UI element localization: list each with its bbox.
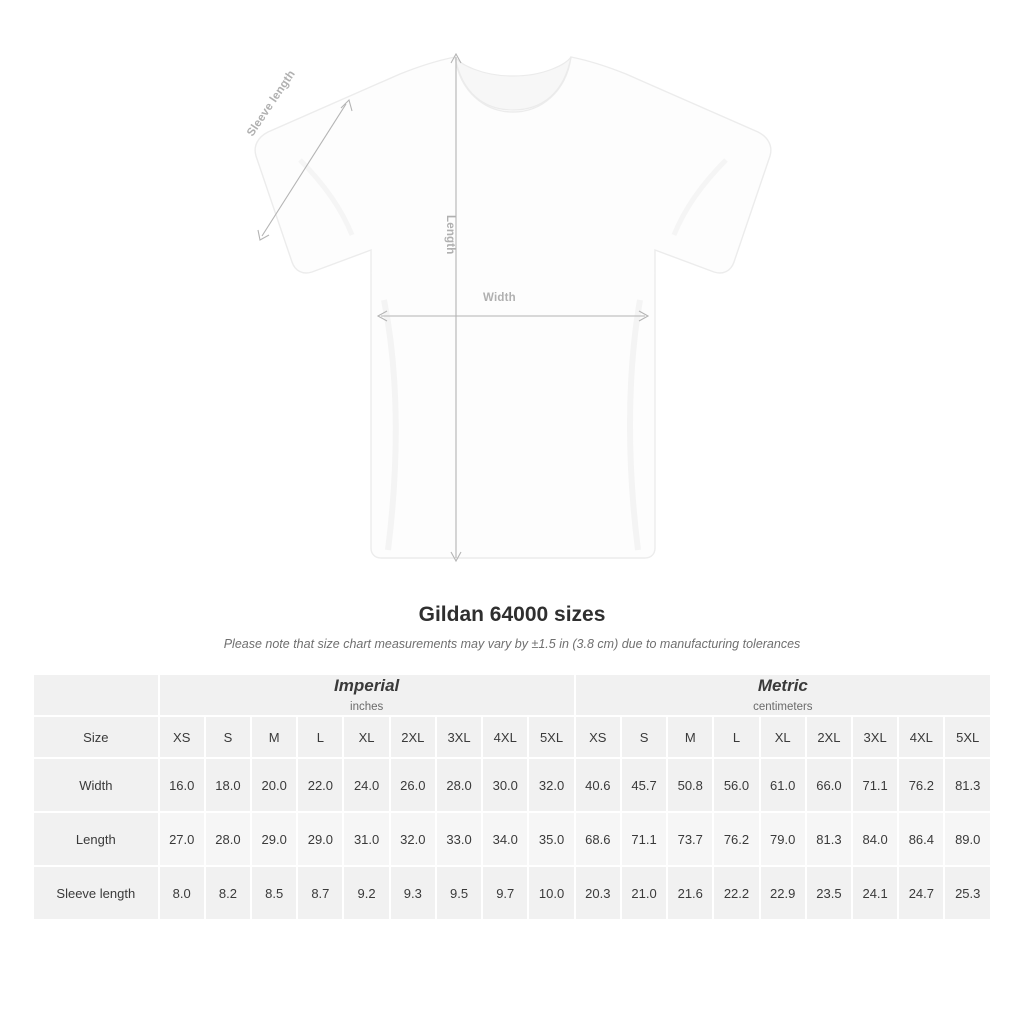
size-header-imperial-l: L xyxy=(297,716,343,758)
size-header-metric-4xl: 4XL xyxy=(898,716,944,758)
cell-length-imperial-4xl: 34.0 xyxy=(482,812,528,866)
size-header-metric-5xl: 5XL xyxy=(944,716,991,758)
size-header-metric-l: L xyxy=(713,716,759,758)
size-header-imperial-xl: XL xyxy=(343,716,389,758)
cell-length-imperial-m: 29.0 xyxy=(251,812,297,866)
unit-sub-imperial: inches xyxy=(350,700,384,713)
cell-width-imperial-2xl: 26.0 xyxy=(390,758,436,812)
size-header-imperial-m: M xyxy=(251,716,297,758)
cell-sleeve-metric-l: 22.2 xyxy=(713,866,759,920)
size-header-imperial-s: S xyxy=(205,716,251,758)
cell-width-imperial-xs: 16.0 xyxy=(159,758,205,812)
cell-length-metric-4xl: 86.4 xyxy=(898,812,944,866)
cell-width-metric-m: 50.8 xyxy=(667,758,713,812)
cell-sleeve-metric-2xl: 23.5 xyxy=(806,866,852,920)
tolerance-note: Please note that size chart measurements may vary by ±1.5 in (3.8 cm) due to manufacturing tolerances xyxy=(223,637,801,651)
unit-sub-metric: centimeters xyxy=(753,700,813,713)
cell-sleeve-metric-xl: 22.9 xyxy=(760,866,806,920)
cell-width-metric-5xl: 81.3 xyxy=(944,758,991,812)
cell-width-metric-4xl: 76.2 xyxy=(898,758,944,812)
cell-length-imperial-xl: 31.0 xyxy=(343,812,389,866)
size-header-imperial-4xl: 4XL xyxy=(482,716,528,758)
length-label: Length xyxy=(444,215,456,255)
cell-length-metric-l: 76.2 xyxy=(713,812,759,866)
size-table-container xyxy=(32,673,992,921)
cell-sleeve-metric-3xl: 24.1 xyxy=(852,866,898,920)
size-header-imperial-5xl: 5XL xyxy=(528,716,574,758)
cell-length-metric-2xl: 81.3 xyxy=(806,812,852,866)
row-label-sleeve-length: Sleeve length xyxy=(33,866,159,920)
cell-sleeve-imperial-2xl: 9.3 xyxy=(390,866,436,920)
row-label-length: Length xyxy=(33,812,159,866)
size-header-metric-xs: XS xyxy=(575,716,621,758)
cell-width-metric-l: 56.0 xyxy=(713,758,759,812)
unit-name-imperial: Imperial xyxy=(334,676,400,696)
cell-width-imperial-l: 22.0 xyxy=(297,758,343,812)
cell-length-metric-3xl: 84.0 xyxy=(852,812,898,866)
cell-width-metric-3xl: 71.1 xyxy=(852,758,898,812)
cell-length-imperial-xs: 27.0 xyxy=(159,812,205,866)
cell-sleeve-imperial-3xl: 9.5 xyxy=(436,866,482,920)
size-header-label: Size xyxy=(33,716,159,758)
title-block xyxy=(0,603,1024,651)
size-header-metric-m: M xyxy=(667,716,713,758)
cell-length-imperial-s: 28.0 xyxy=(205,812,251,866)
cell-length-imperial-l: 29.0 xyxy=(297,812,343,866)
cell-sleeve-imperial-s: 8.2 xyxy=(205,866,251,920)
cell-width-imperial-m: 20.0 xyxy=(251,758,297,812)
cell-width-metric-2xl: 66.0 xyxy=(806,758,852,812)
size-header-row xyxy=(33,716,991,758)
cell-length-metric-xl: 79.0 xyxy=(760,812,806,866)
cell-sleeve-metric-xs: 20.3 xyxy=(575,866,621,920)
table-row xyxy=(33,758,991,812)
unit-header-imperial xyxy=(159,674,575,716)
cell-sleeve-imperial-m: 8.5 xyxy=(251,866,297,920)
cell-sleeve-metric-4xl: 24.7 xyxy=(898,866,944,920)
cell-width-metric-s: 45.7 xyxy=(621,758,667,812)
cell-length-imperial-2xl: 32.0 xyxy=(390,812,436,866)
size-header-metric-s: S xyxy=(621,716,667,758)
unit-header-metric xyxy=(575,674,991,716)
cell-length-metric-s: 71.1 xyxy=(621,812,667,866)
cell-width-metric-xs: 40.6 xyxy=(575,758,621,812)
cell-width-imperial-s: 18.0 xyxy=(205,758,251,812)
cell-width-imperial-3xl: 28.0 xyxy=(436,758,482,812)
size-header-imperial-3xl: 3XL xyxy=(436,716,482,758)
cell-length-metric-5xl: 89.0 xyxy=(944,812,991,866)
cell-sleeve-imperial-4xl: 9.7 xyxy=(482,866,528,920)
table-row xyxy=(33,866,991,920)
tshirt-shape xyxy=(255,57,771,558)
width-label: Width xyxy=(483,292,516,304)
cell-width-imperial-5xl: 32.0 xyxy=(528,758,574,812)
size-header-metric-xl: XL xyxy=(760,716,806,758)
cell-sleeve-metric-s: 21.0 xyxy=(621,866,667,920)
cell-width-imperial-4xl: 30.0 xyxy=(482,758,528,812)
table-row xyxy=(33,812,991,866)
size-header-metric-2xl: 2XL xyxy=(806,716,852,758)
unit-header-row xyxy=(33,674,991,716)
page-title: Gildan 64000 sizes xyxy=(418,603,606,626)
cell-length-imperial-3xl: 33.0 xyxy=(436,812,482,866)
cell-length-imperial-5xl: 35.0 xyxy=(528,812,574,866)
size-table xyxy=(32,673,992,921)
cell-sleeve-imperial-l: 8.7 xyxy=(297,866,343,920)
size-header-imperial-xs: XS xyxy=(159,716,205,758)
cell-sleeve-metric-m: 21.6 xyxy=(667,866,713,920)
size-header-metric-3xl: 3XL xyxy=(852,716,898,758)
sleeve-length-label: Sleeve length xyxy=(245,68,298,139)
cell-sleeve-imperial-xl: 9.2 xyxy=(343,866,389,920)
cell-sleeve-imperial-5xl: 10.0 xyxy=(528,866,574,920)
cell-sleeve-imperial-xs: 8.0 xyxy=(159,866,205,920)
row-label-width: Width xyxy=(33,758,159,812)
cell-sleeve-metric-5xl: 25.3 xyxy=(944,866,991,920)
cell-width-imperial-xl: 24.0 xyxy=(343,758,389,812)
unit-name-metric: Metric xyxy=(757,676,808,696)
size-header-imperial-2xl: 2XL xyxy=(390,716,436,758)
cell-length-metric-m: 73.7 xyxy=(667,812,713,866)
cell-width-metric-xl: 61.0 xyxy=(760,758,806,812)
cell-length-metric-xs: 68.6 xyxy=(575,812,621,866)
unit-header-spacer xyxy=(33,674,159,716)
